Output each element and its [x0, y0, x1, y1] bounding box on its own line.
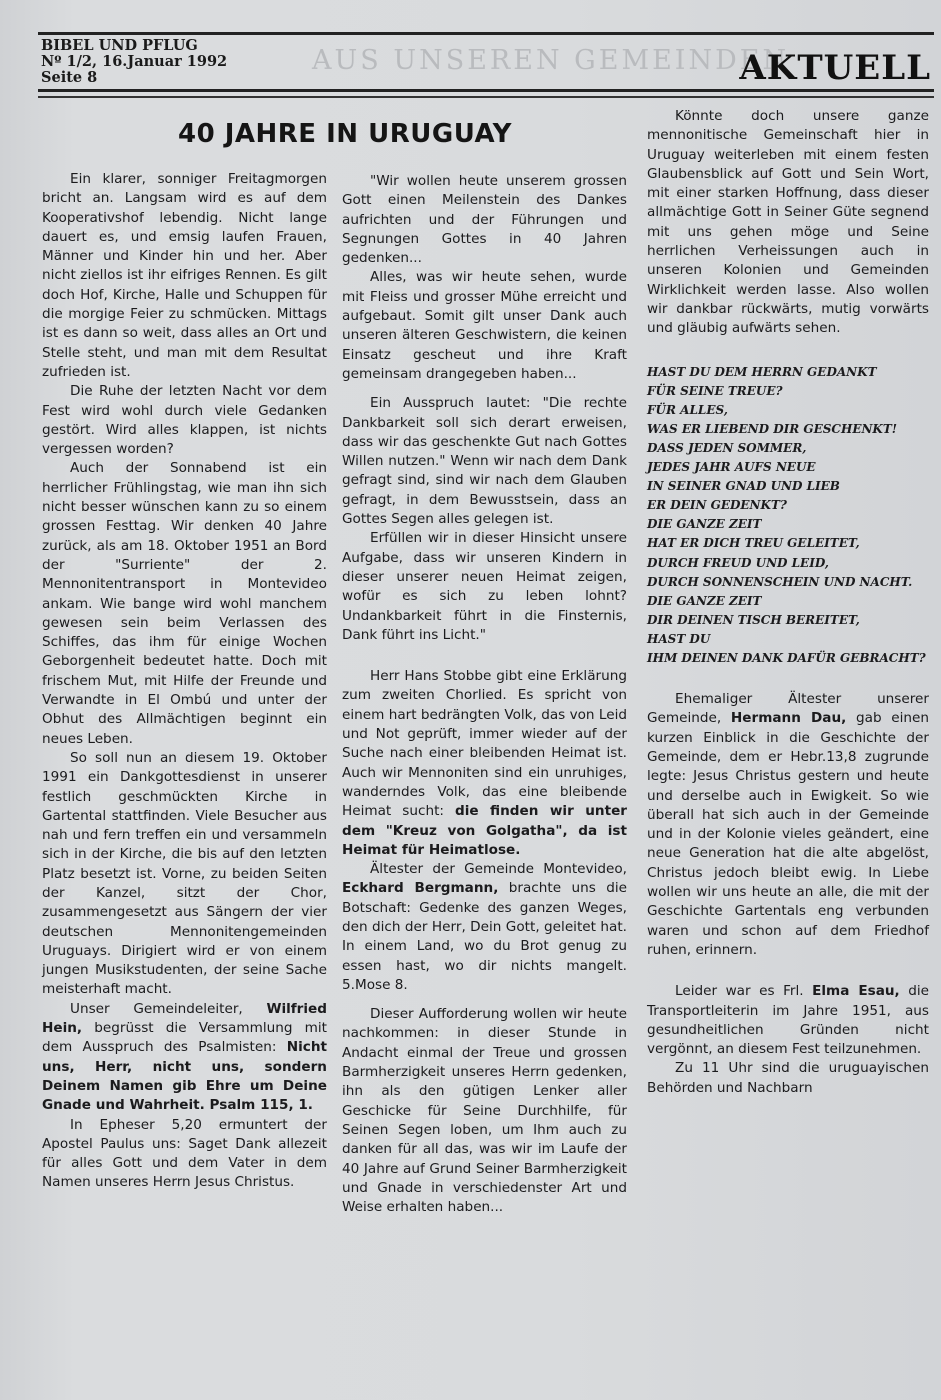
- masthead-info: [41, 38, 227, 86]
- text: die Transportleiterin im Jahre 1951, aus gesundheitlichen Gründen nicht vergönnt, an diesem Fest teilzunehmen.: [647, 983, 929, 1058]
- person-name: Elma Esau,: [812, 983, 900, 1000]
- paragraph: In Epheser 5,20 ermuntert der Apostel Paulus uns: Saget Dank allezeit für alles Gott und dem Vater in dem Namen unseres Herrn Jesus Christus.: [42, 1116, 327, 1191]
- article-headline: 40 JAHRE IN URUGUAY: [178, 119, 512, 149]
- poem-line: ER DEIN GEDENKT?: [647, 498, 787, 513]
- text: Ältester der Gemeinde Montevideo,: [370, 861, 627, 878]
- article-column-3: [647, 107, 929, 1098]
- poem-line: DIE GANZE ZEIT: [647, 593, 762, 608]
- poem-line: FÜR SEINE TREUE?: [647, 383, 783, 398]
- header-rule-bottom-thick: [38, 89, 934, 92]
- poem-line: IHM DEINEN DANK DAFÜR GEBRACHT?: [647, 650, 926, 665]
- poem-line: WAS ER LIEBEND DIR GESCHENKT!: [647, 421, 898, 436]
- paragraph: [342, 860, 627, 995]
- text: begrüsst die Versammlung mit dem Ausspruch des Psalmisten:: [42, 1020, 327, 1056]
- poem-line: DURCH FREUD UND LEID,: [647, 555, 829, 570]
- bleed-through-title: AUS UNSEREN GEMEINDEN: [312, 45, 790, 76]
- paragraph: Ein Ausspruch lautet: "Die rechte Dankbarkeit soll sich derart erweisen, dass wir das geschenkte Gut nach Gottes Willen nutzen." Wenn wir nach dem Dank gefragt sind, sind wir nach dem Glauben gefragt, in dem Bewusstsein, dass an Gottes Segen alles gelegen ist.: [342, 395, 627, 528]
- text: gab einen kurzen Einblick in die Geschichte der Gemeinde, dem er Hebr.13,8 zugrunde legte: Jesus Christus gestern und heute und derselbe auch in Ewigkeit. So wie überall hat sich auch in der Gemeinde und in der Kolonie vieles geändert, eine neue Generation hat die alte abgelöst, Christus jedoch bleibt ewig. In Liebe wollen wir uns heute an alle, die mit der Geschichte Gartentals eng verbunden waren und schon auf dem Friedhof ruhen, erinnern.: [647, 710, 930, 958]
- issue-date: Nº 1/2, 16.Januar 1992: [41, 53, 228, 70]
- person-name: Hermann Dau,: [730, 710, 847, 727]
- psalm-quote: Nicht uns, Herr, nicht uns, sondern Deinem Namen gib Ehre um Deine Gnade und Wahrheit. Psalm 115, 1.: [42, 1039, 327, 1114]
- paragraph: Dieser Aufforderung wollen wir heute nachkommen: in dieser Stunde in Andacht einmal der Treue und grossen Barmherzigkeit unseres Herrn gedenken, ihn als den gütigen Lenker aller Geschicke für Seine Durchhilfe, für Seinen Segen loben, um Ihm auch zu danken für all das, was wir im Laufe der 40 Jahre auf Grund Seiner Barmherzigkeit und Gnade in verschiedenster Art und Weise erhalten haben...: [342, 1006, 627, 1216]
- poem-line: HAST DU DEM HERRN GEDANKT: [647, 364, 877, 379]
- paragraph: [342, 667, 627, 860]
- paragraph: Erfüllen wir in dieser Hinsicht unsere Aufgabe, dass wir unseren Kindern in dieser unserer neuen Heimat zeigen, wofür es sich zu leben lohnt? Undankbarkeit führt in die Finsternis, Dank führt ins Licht.": [342, 530, 627, 643]
- poem: [647, 363, 929, 669]
- poem-line: FÜR ALLES,: [647, 402, 728, 417]
- paragraph: Zu 11 Uhr sind die uruguayischen Behörden und Nachbarn: [647, 1060, 929, 1096]
- section-label: AKTUELL: [739, 48, 931, 88]
- poem-line: DASS JEDEN SOMMER,: [647, 440, 807, 455]
- poem-line: DURCH SONNENSCHEIN UND NACHT.: [647, 574, 913, 589]
- text: Ehemaliger Ältester unserer Gemeinde,: [647, 691, 929, 727]
- header-rule-bottom-thin: [38, 96, 934, 98]
- person-name: Eckhard Bergmann,: [342, 880, 499, 897]
- page-number: Seite 8: [41, 69, 98, 86]
- article-column-1: [42, 170, 327, 1193]
- text: Leider war es Frl.: [675, 983, 813, 1000]
- paragraph: Ein klarer, sonniger Freitagmorgen bricht an. Langsam wird es auf dem Kooperativshof lebendig. Nicht lange dauert es, und emsig laufen Frauen, Männer und Kinder hin und her. Aber nicht ziellos ist ihr eifriges Rennen. Es gilt doch Hof, Kirche, Halle und Schuppen für die morgige Feier zu schmücken. Mittags ist es dann so weit, dass alles an Ort und Stelle steht, und man mit dem Resultat zufrieden ist.: [42, 171, 327, 380]
- paragraph: So soll nun an diesem 19. Oktober 1991 ein Dankgottesdienst in unserer festlich geschmückten Kirche in Gartental stattfinden. Viele Besucher aus nah und fern treffen ein und versammeln sich in der Kirche, die bis auf den letzten Platz besetzt ist. Vorne, zu beiden Seiten der Kanzel, sitzt der Chor, zusammengesetzt aus Sängern der vier deutschen Mennonitengemeinden Uruguays. Dirigiert wird er von einem jungen Musikstudenten, der seine Sache meisterhaft macht.: [42, 749, 327, 998]
- text: brachte uns die Botschaft: Gedenke des ganzen Weges, den dich der Herr, Dein Gott, geleitet hat. In einem Land, wo du Brot genug zu essen hast, wo dir nichts mangelt. 5.Mose 8.: [342, 880, 627, 993]
- poem-line: IN SEINER GNAD UND LIEB: [647, 479, 840, 494]
- highlighted-text: die finden wir unter dem "Kreuz von Golgatha", da ist Heimat für Heimatlose.: [342, 803, 628, 858]
- text: Herr Hans Stobbe gibt eine Erklärung zum zweiten Chorlied. Es spricht von einem hart bedrängten Volk, das von Leid und Not geprüft, immer wieder auf der Suche nach einer bleibenden Heimat ist. Auch wir Mennoniten sind ein unruhiges, wanderndes Volk, das eine bleibende Heimat sucht:: [342, 668, 627, 820]
- paragraph: Alles, was wir heute sehen, wurde mit Fleiss und grosser Mühe erreicht und aufgebaut. Somit gilt unser Dank auch unseren älteren Geschwistern, die keinen Einsatz gescheut und ihre Kraft gemeinsam drangegeben haben...: [342, 269, 627, 382]
- text: Unser Gemeindeleiter,: [70, 1000, 267, 1017]
- poem-line: JEDES JAHR AUFS NEUE: [647, 460, 816, 475]
- paragraph: [647, 690, 929, 960]
- paragraph: [42, 1000, 327, 1116]
- poem-line: HAT ER DICH TREU GELEITET,: [647, 536, 860, 551]
- header-rule-top: [38, 32, 934, 35]
- paragraph: Könnte doch unsere ganze mennonitische Gemeinschaft hier in Uruguay weiterleben mit einem festen Glaubensblick auf Gott und Sein Wort, mit einer starken Hoffnung, dass dieser allmächtige Gott in Seiner Güte segnend mit uns gehen möge und Seine herrlichen Verheissungen auch in unseren Kolonien und Gemeinden Wirklichkeit werden lasse. Also wollen wir dankbar rückwärts, mutig vorwärts und gläubig aufwärts sehen.: [647, 108, 929, 337]
- paragraph: "Wir wollen heute unserem grossen Gott einen Meilenstein des Dankes aufrichten und der Führungen und Segnungen Gottes in 40 Jahren gedenken...: [342, 173, 627, 267]
- paragraph: Auch der Sonnabend ist ein herrlicher Frühlingstag, wie man ihn sich nicht besser wünschen kann zu so einem grossen Festtag. Wir denken 40 Jahre zurück, als am 18. Oktober 1951 an Bord der "Surriente" der 2. Mennonitentransport in Montevideo ankam. Wie bange wird wohl manchem gewesen sein beim Verlassen des Schiffes, das ihm für einige Wochen Geborgenheit bedeutet hatte. Doch mit frischem Mut, mit Hilfe der Freunde und Verwandte in El Ombú und unter der Obhut des Allmächtigen beginnt ein neues Leben.: [42, 460, 327, 747]
- poem-line: DIR DEINEN TISCH BEREITET,: [647, 612, 860, 627]
- paragraph: Die Ruhe der letzten Nacht vor dem Fest wird wohl durch viele Gedanken gestört. Wird alles klappen, ist nichts vergessen worden?: [42, 383, 327, 458]
- article-column-2: [342, 172, 627, 1217]
- poem-line: DIE GANZE ZEIT: [647, 517, 762, 532]
- poem-line: HAST DU: [647, 631, 711, 646]
- publication-name: BIBEL UND PFLUG: [41, 37, 198, 54]
- person-name: Wilfried Hein,: [42, 1000, 327, 1037]
- paragraph: [647, 982, 929, 1059]
